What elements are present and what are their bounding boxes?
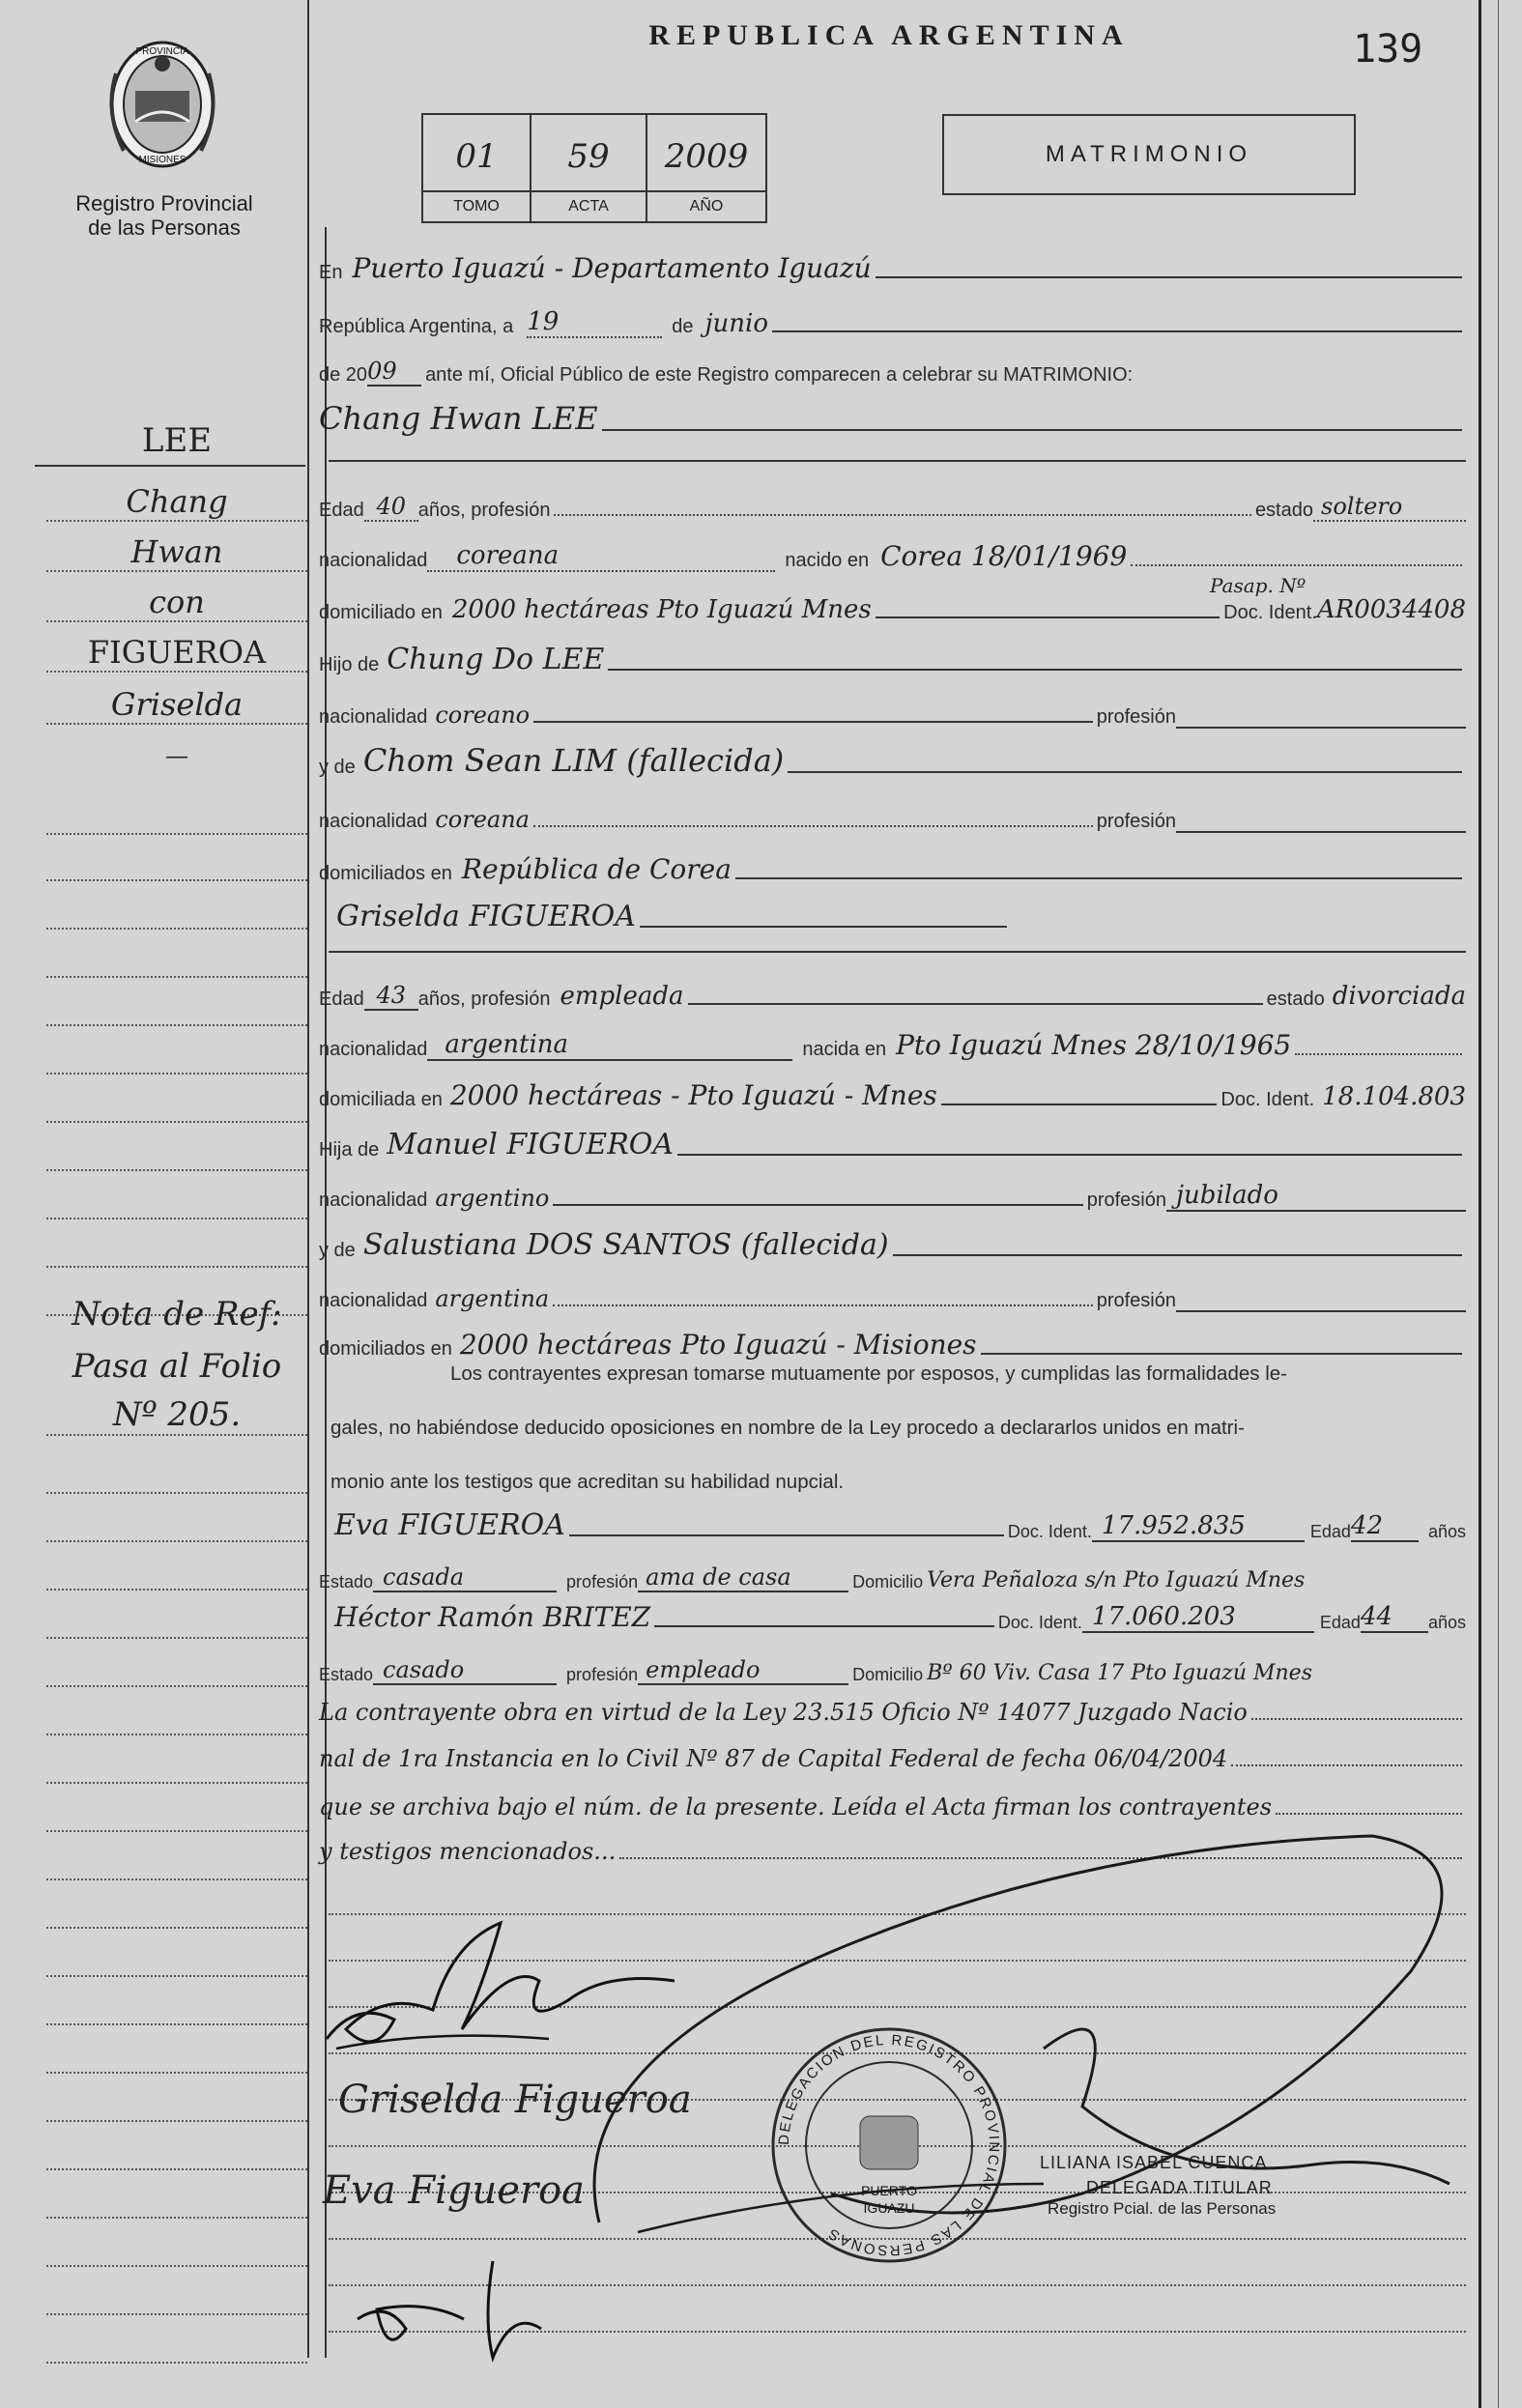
en-label: En (319, 262, 343, 283)
groom-nat-row (319, 533, 1466, 572)
official-name: LILIANA ISABEL CUENCA (1040, 2153, 1268, 2172)
witness1-domicilio: Vera Peñaloza s/n Pto Iguazú Mnes (927, 1568, 1306, 1592)
sidebar-blank-13 (46, 1498, 307, 1542)
stamp-center-bottom: IGUAZU (863, 2200, 915, 2216)
place-row (319, 245, 1466, 284)
bride-mother-nat-row (319, 1274, 1466, 1312)
record-box (421, 113, 767, 223)
sidebar-blank-29 (46, 2271, 307, 2315)
acta-value: 59 (567, 137, 610, 176)
groom-mother-nat: coreana (435, 806, 530, 833)
sidebar-note-3: Nº 205. (46, 1391, 307, 1436)
sidebar-blank-8 (46, 1127, 307, 1171)
witness2-estado-label: Estado (319, 1665, 374, 1684)
year-suffix: 09 (367, 358, 421, 387)
witness1-doc-label: Doc. Ident. (1007, 1522, 1092, 1541)
groom-name-row (319, 398, 1466, 437)
bride-parents-dom-label: domiciliados en (319, 1338, 452, 1360)
sidebar-blank-19 (46, 1788, 307, 1832)
sidebar-blank-6 (46, 1030, 307, 1075)
sidebar-blank-24 (46, 2029, 307, 2074)
month-value: junio (704, 309, 769, 338)
large-signature-loop-icon (541, 1778, 1469, 2280)
act-type-box (942, 114, 1356, 195)
bride-nat-row (319, 1022, 1466, 1061)
bride-domiciliada-label: domiciliada en (319, 1089, 443, 1110)
groom-father-nat-row (319, 690, 1466, 729)
bride-father-nat-label: nacionalidad (319, 1190, 428, 1211)
groom-parents-dom: República de Corea (461, 853, 732, 885)
act-type-label: MATRIMONIO (1045, 141, 1253, 167)
sidebar-blank-27 (46, 2174, 307, 2219)
sidebar-blank-18 (46, 1739, 307, 1784)
sidebar-name-7: — (165, 742, 188, 769)
tomo-value: 01 (455, 137, 498, 176)
groom-anos-profesion-label: años, profesión (417, 500, 551, 521)
bride-address-row (319, 1073, 1466, 1111)
groom-mother-row (319, 740, 1466, 779)
de-label: de (672, 316, 694, 337)
groom-father-row (319, 638, 1466, 676)
groom-age-row (319, 483, 1466, 522)
witness2-profession: empleado (638, 1656, 848, 1685)
bride-mother-prof (1176, 1310, 1466, 1312)
sidebar-blank-20 (46, 1836, 307, 1880)
acta-label: ACTA (568, 198, 609, 215)
bride-address: 2000 hectáreas - Pto Iguazú - Mnes (449, 1079, 937, 1111)
groom-father-label: Hijo de (319, 654, 380, 675)
witness1-estado-label: Estado (319, 1572, 374, 1591)
sidebar-blank-23 (46, 1981, 307, 2025)
emblem-text-top: PROVINCIA (135, 46, 189, 57)
witness2-name-row (319, 1594, 1466, 1633)
bride-father: Manuel FIGUEROA (387, 1128, 675, 1161)
groom-doc-label: Doc. Ident. (1223, 602, 1317, 623)
sidebar-name-3: Hwan (46, 528, 307, 572)
bride-father-prof: jubilado (1166, 1181, 1466, 1212)
notes-line-3: que se archiva bajo el núm. de la presente. Leída el Acta firman los contrayentes (319, 1782, 1466, 1820)
witness2-estado: casado (373, 1656, 557, 1685)
date-row (319, 300, 1466, 338)
groom-parents-dom-row (319, 846, 1466, 885)
ante-text: ante mí, Oficial Público de este Registro comparecen a celebrar su MATRIMONIO: (425, 364, 1134, 386)
notes-line-1: La contrayente obra en virtud de la Ley 23.515 Oficio Nº 14077 Juzgado Nacio (319, 1687, 1466, 1726)
groom-mother-nat-row (319, 794, 1466, 833)
declaration-line2: gales, no habiéndose deducido oposiciones en nombre de la Ley procedo a declararlos unidos en matri- (330, 1417, 1245, 1439)
sidebar-blank-4 (46, 933, 307, 978)
sidebar-blank-28 (46, 2222, 307, 2267)
witness2-detail-row (319, 1647, 1466, 1685)
sidebar-name-6: Griselda (46, 680, 307, 725)
bride-mother: Salustiana DOS SANTOS (fallecida) (362, 1228, 889, 1262)
bride-father-nat-row (319, 1173, 1466, 1212)
bride-parents-dom-row (319, 1322, 1466, 1361)
groom-parents-dom-label: domiciliados en (319, 863, 452, 884)
witness2-anos-label: años (1427, 1613, 1466, 1632)
groom-edad-label: Edad (319, 500, 364, 521)
sidebar-blank-21 (46, 1884, 307, 1929)
witness1-profesion-label: profesión (566, 1572, 639, 1591)
bride-anos-profesion-label: años, profesión (417, 989, 551, 1010)
groom-mother: Chom Sean LIM (fallecida) (362, 742, 785, 779)
groom-father-prof (1176, 727, 1466, 729)
bride-estado-label: estado (1266, 989, 1325, 1010)
sidebar-blank-14 (46, 1546, 307, 1591)
witness1-anos-label: años (1427, 1522, 1466, 1541)
bride-doc-label: Doc. Ident. (1220, 1089, 1315, 1110)
bride-parents-dom: 2000 hectáreas Pto Iguazú - Misiones (459, 1329, 977, 1361)
groom-mother-nat-label: nacionalidad (319, 811, 428, 832)
witness1-edad-label: Edad (1309, 1522, 1351, 1541)
sidebar-name-5: FIGUEROA (46, 628, 307, 673)
emblem-text-bottom: MISIONES (138, 155, 187, 165)
witness2-domicilio-label: Domicilio (852, 1665, 924, 1684)
sidebar-blank-25 (46, 2078, 307, 2122)
notes-line-2: nal de 1ra Instancia en lo Civil Nº 87 de Capital Federal de fecha 06/04/2004 (319, 1734, 1466, 1772)
sidebar-blank-12 (46, 1449, 307, 1494)
groom-mother-label: y de (319, 757, 356, 778)
bride-name-rule (329, 951, 1466, 953)
registry-line1: Registro Provincial (75, 191, 253, 215)
sidebar-blank-5 (46, 982, 307, 1026)
groom-nacido-label: nacido en (785, 550, 870, 571)
bride-age: 43 (364, 982, 418, 1011)
bride-mother-prof-label: profesión (1096, 1290, 1176, 1311)
witness2-domicilio: Bº 60 Viv. Casa 17 Pto Iguazú Mnes (927, 1661, 1312, 1685)
day-value: 19 (527, 307, 662, 338)
left-column-border (307, 0, 309, 2358)
sidebar-blank-15 (46, 1594, 307, 1639)
signature-3: Eva Figueroa (323, 2168, 585, 2213)
sidebar-blank-1 (46, 790, 307, 835)
groom-doc-note: Pasap. Nº (1210, 574, 1307, 597)
bride-mother-label: y de (319, 1240, 356, 1261)
witness1-profession: ama de casa (638, 1563, 848, 1592)
sidebar-blank-2 (46, 837, 307, 881)
groom-doc: AR0034408 (1316, 595, 1466, 624)
sidebar-top-rule (35, 465, 305, 467)
groom-father-prof-label: profesión (1096, 706, 1176, 728)
declaration-line3: monio ante los testigos que acreditan su habilidad nupcial. (330, 1471, 845, 1493)
sidebar-name-2: Chang (46, 477, 307, 522)
witness1-name-row (319, 1504, 1466, 1542)
bride-profession: empleada (560, 982, 684, 1011)
witness1-age: 42 (1351, 1511, 1419, 1542)
sidebar-blank-22 (46, 1933, 307, 1977)
official-title: DELEGADA TITULAR (1086, 2178, 1273, 2197)
groom-father-nat: coreano (435, 702, 531, 729)
registry-line2: de las Personas (88, 215, 241, 240)
anio-value: 2009 (664, 137, 749, 176)
groom-address: 2000 hectáreas Pto Iguazú Mnes (451, 595, 872, 624)
bride-mother-nat: argentina (435, 1285, 550, 1312)
witness1-detail-row (319, 1554, 1466, 1592)
groom-name: Chang Hwan LEE (319, 400, 598, 437)
groom-birth: Corea 18/01/1969 (880, 540, 1128, 572)
witness1-domicilio-label: Domicilio (852, 1572, 924, 1591)
groom-father: Chung Do LEE (387, 643, 605, 676)
right-page-border (1479, 0, 1481, 2408)
bride-name-row (319, 895, 1466, 933)
bride-edad-label: Edad (319, 989, 364, 1010)
emblem (95, 35, 230, 180)
bride-father-label: Hija de (319, 1139, 380, 1161)
sidebar-name-4: con (46, 578, 307, 622)
declaration-line1: Los contrayentes expresan tomarse mutuamente por esposos, y cumplidas las formalidades le- (450, 1362, 1287, 1385)
right-page-border-inner (1498, 0, 1499, 2408)
witness2-doc: 17.060.203 (1082, 1602, 1314, 1633)
sidebar-blank-10 (46, 1223, 307, 1268)
groom-nationality: coreana (427, 541, 775, 572)
witness2-edad-label: Edad (1319, 1613, 1361, 1632)
witness1-estado: casada (373, 1563, 557, 1592)
groom-mother-prof-label: profesión (1096, 811, 1176, 832)
groom-estado-label: estado (1254, 500, 1313, 521)
sidebar-blank-16 (46, 1643, 307, 1687)
bride-nacionalidad-label: nacionalidad (319, 1039, 428, 1060)
bride-doc: 18.104.803 (1322, 1082, 1466, 1111)
sidebar-blank-3 (46, 885, 307, 930)
stamp-center-top: PUERTO (861, 2183, 917, 2198)
sidebar-blank-9 (46, 1175, 307, 1219)
signature-4-icon (348, 2242, 560, 2377)
tomo-label: TOMO (453, 198, 500, 215)
sidebar-note-2: Pasa al Folio (72, 1347, 282, 1386)
republica-label: República Argentina, a (319, 316, 514, 337)
sidebar-note-1: Nota de Ref: (72, 1295, 282, 1333)
groom-estado: soltero (1313, 493, 1466, 522)
de20-label: de 20 (319, 364, 368, 386)
bride-father-prof-label: profesión (1086, 1190, 1166, 1211)
bride-nationality: argentina (427, 1030, 792, 1061)
groom-age: 40 (364, 493, 418, 522)
bride-estado: divorciada (1332, 982, 1466, 1011)
year-row (319, 348, 1466, 387)
witness2-age: 44 (1361, 1602, 1428, 1633)
witness2-doc-label: Doc. Ident. (997, 1613, 1082, 1632)
witness2-profesion-label: profesión (566, 1665, 639, 1684)
sidebar-blank-30 (46, 2319, 307, 2364)
sidebar-blank-17 (46, 1691, 307, 1735)
groom-nacionalidad-label: nacionalidad (319, 550, 428, 571)
bride-father-nat: argentino (435, 1185, 550, 1212)
sidebar-name-1: LEE (141, 421, 213, 460)
witness1-name: Eva FIGUEROA (334, 1508, 565, 1542)
notes-line-4: y testigos mencionados... (319, 1826, 1466, 1865)
witness1-doc: 17.952.835 (1092, 1511, 1305, 1542)
anio-label: AÑO (689, 198, 724, 215)
bride-nacida-label: nacida en (802, 1039, 887, 1060)
groom-domiciliado-label: domiciliado en (319, 602, 443, 623)
bride-mother-nat-label: nacionalidad (319, 1290, 428, 1311)
groom-name-rule (329, 460, 1466, 462)
groom-father-nat-label: nacionalidad (319, 706, 428, 728)
place-value: Puerto Iguazú - Departamento Iguazú (352, 252, 872, 284)
bride-age-row (319, 972, 1466, 1011)
folio-number: 139 (1353, 27, 1423, 72)
bride-birth: Pto Iguazú Mnes 28/10/1965 (896, 1029, 1292, 1061)
record-label-row (423, 190, 765, 223)
witness2-name: Héctor Ramón BRITEZ (334, 1601, 651, 1633)
bride-mother-row (319, 1223, 1466, 1262)
stamp-ring-text: DELEGACION DEL REGISTRO PROVINCIAL DE LAS PERSONAS (775, 2031, 1003, 2259)
sidebar-blank-26 (46, 2126, 307, 2170)
bride-father-row (319, 1123, 1466, 1161)
provincial-emblem-icon (95, 35, 230, 180)
bride-name: Griselda FIGUEROA (336, 900, 636, 933)
signature-2: Griselda Figueroa (338, 2078, 692, 2122)
groom-mother-prof (1176, 831, 1466, 833)
official-registry: Registro Pcial. de las Personas (1048, 2199, 1277, 2218)
sidebar-blank-7 (46, 1078, 307, 1123)
country-title: REPUBLICA ARGENTINA (648, 19, 1130, 51)
registry-name (39, 191, 290, 240)
